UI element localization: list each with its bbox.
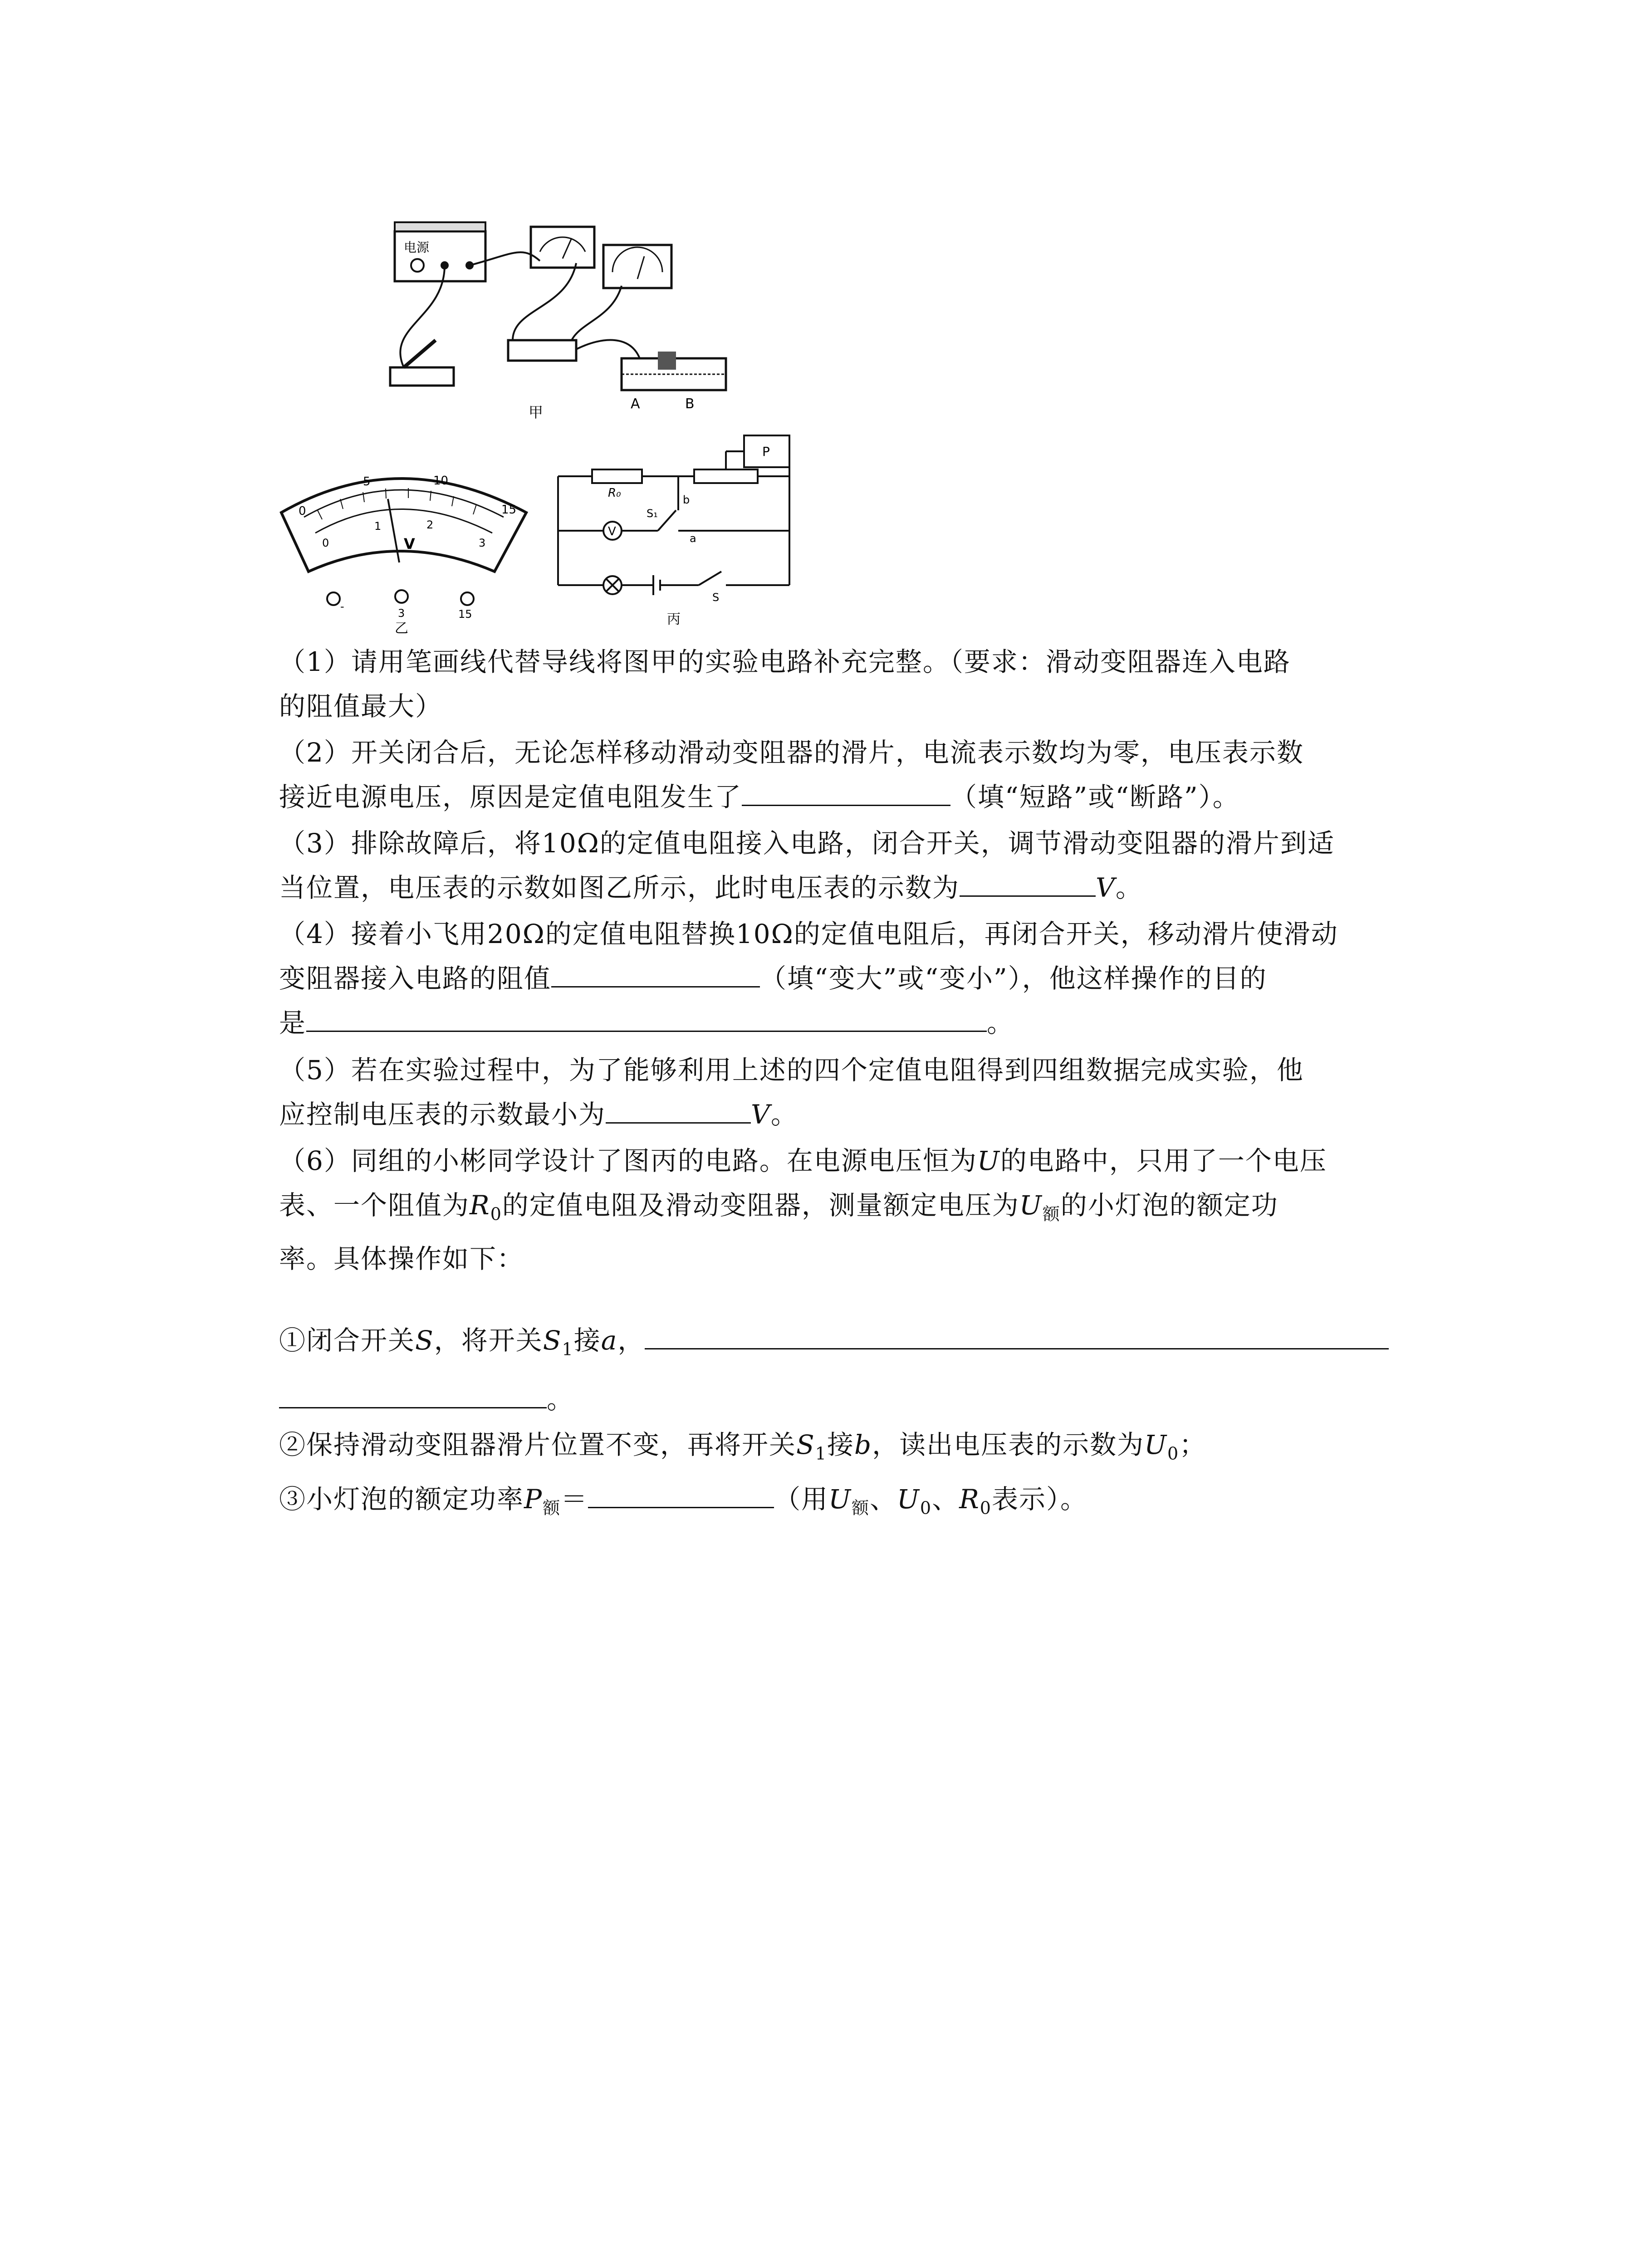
step-2: ②保持滑动变阻器滑片位置不变，再将开关$S_1$接b，读出电压表的示数为$U_0$；	[279, 1429, 1207, 1464]
power-label: 电源	[404, 240, 430, 255]
svg-text:10: 10	[433, 474, 449, 488]
svg-text:A: A	[631, 396, 640, 412]
svg-text:-: -	[340, 600, 344, 613]
step-1: ①闭合开关S，将开关$S_1$接a， 。	[279, 1315, 1440, 1424]
svg-text:S: S	[712, 591, 720, 604]
ammeter	[531, 227, 594, 268]
fixed-resistor	[508, 340, 576, 361]
figure-yi	[272, 454, 535, 635]
answer-blank-6a-cont[interactable]	[279, 1380, 547, 1408]
svg-text:a: a	[690, 532, 696, 545]
figure-bing-caption: 丙	[667, 611, 681, 627]
svg-text:15: 15	[501, 503, 517, 517]
svg-text:3: 3	[479, 537, 486, 549]
switch	[390, 367, 454, 386]
voltmeter-dial	[281, 479, 526, 572]
svg-text:5: 5	[363, 475, 371, 489]
answer-blank-4a[interactable]	[551, 959, 760, 987]
resistor-r0	[592, 469, 642, 483]
svg-text:S₁: S₁	[647, 507, 658, 520]
svg-text:P: P	[762, 444, 770, 459]
question-2: （2）开关闭合后，无论怎样移动滑动变阻器的滑片，电流表示数均为零，电压表示数 接近电源电压，原因是定值电阻发生了 （填“短路”或“断路”）。	[279, 737, 1304, 812]
answer-blank-2[interactable]	[742, 777, 950, 806]
question-3: （3）排除故障后，将10Ω的定值电阻接入电路，闭合开关，调节滑动变阻器的滑片到适 当位置，电压表的示数如图乙所示，此时电压表的示数为 V。	[279, 828, 1335, 903]
power-supply	[395, 231, 485, 281]
svg-text:0: 0	[299, 504, 306, 518]
figure-jia	[377, 218, 803, 431]
svg-text:1: 1	[374, 520, 382, 533]
figure-yi-caption: 乙	[395, 621, 408, 635]
answer-blank-6a[interactable]	[645, 1321, 1389, 1349]
figure-jia-caption: 甲	[529, 404, 544, 421]
svg-text:15: 15	[458, 608, 472, 621]
answer-blank-6c[interactable]	[588, 1480, 774, 1508]
svg-text:2: 2	[426, 518, 434, 531]
svg-text:0: 0	[322, 537, 329, 549]
figure-bing	[554, 431, 808, 631]
svg-text:b: b	[683, 494, 690, 506]
svg-text:V: V	[608, 525, 616, 538]
question-4: （4）接着小飞用20Ω的定值电阻替换10Ω的定值电阻后，再闭合开关，移动滑片使滑动 变阻器接入电路的阻值 （填“变大”或“变小”），他这样操作的目的 是 。	[279, 919, 1338, 1038]
answer-blank-5[interactable]	[606, 1095, 751, 1124]
step-3: ③小灯泡的额定功率$P_额=$ （用$U_额$、$U_0$、$R_0$表示）。	[279, 1474, 1440, 1533]
rheostat	[694, 469, 758, 483]
answer-blank-3[interactable]	[960, 868, 1096, 897]
question-5: （5）若在实验过程中，为了能够利用上述的四个定值电阻得到四组数据完成实验，他 应控制电压表的示数最小为 V。	[279, 1055, 1304, 1130]
question-6: （6）同组的小彬同学设计了图丙的电路。在电源电压恒为U的电路中，只用了一个电压 表、一个阻值为$R_0$的定值电阻及滑动变阻器，测量额定电压为$U_额$的小灯泡的额定功 率。具体操作如下：	[279, 1145, 1327, 1274]
svg-text:B: B	[685, 396, 695, 412]
svg-text:3: 3	[398, 607, 405, 620]
answer-blank-4b[interactable]	[306, 1003, 987, 1032]
question-1: （1）请用笔画线代替导线将图甲的实验电路补充完整。（要求：滑动变阻器连入电路 的阻值最大）	[279, 646, 1291, 722]
svg-text:R₀: R₀	[608, 486, 621, 500]
svg-text:V: V	[404, 535, 415, 552]
